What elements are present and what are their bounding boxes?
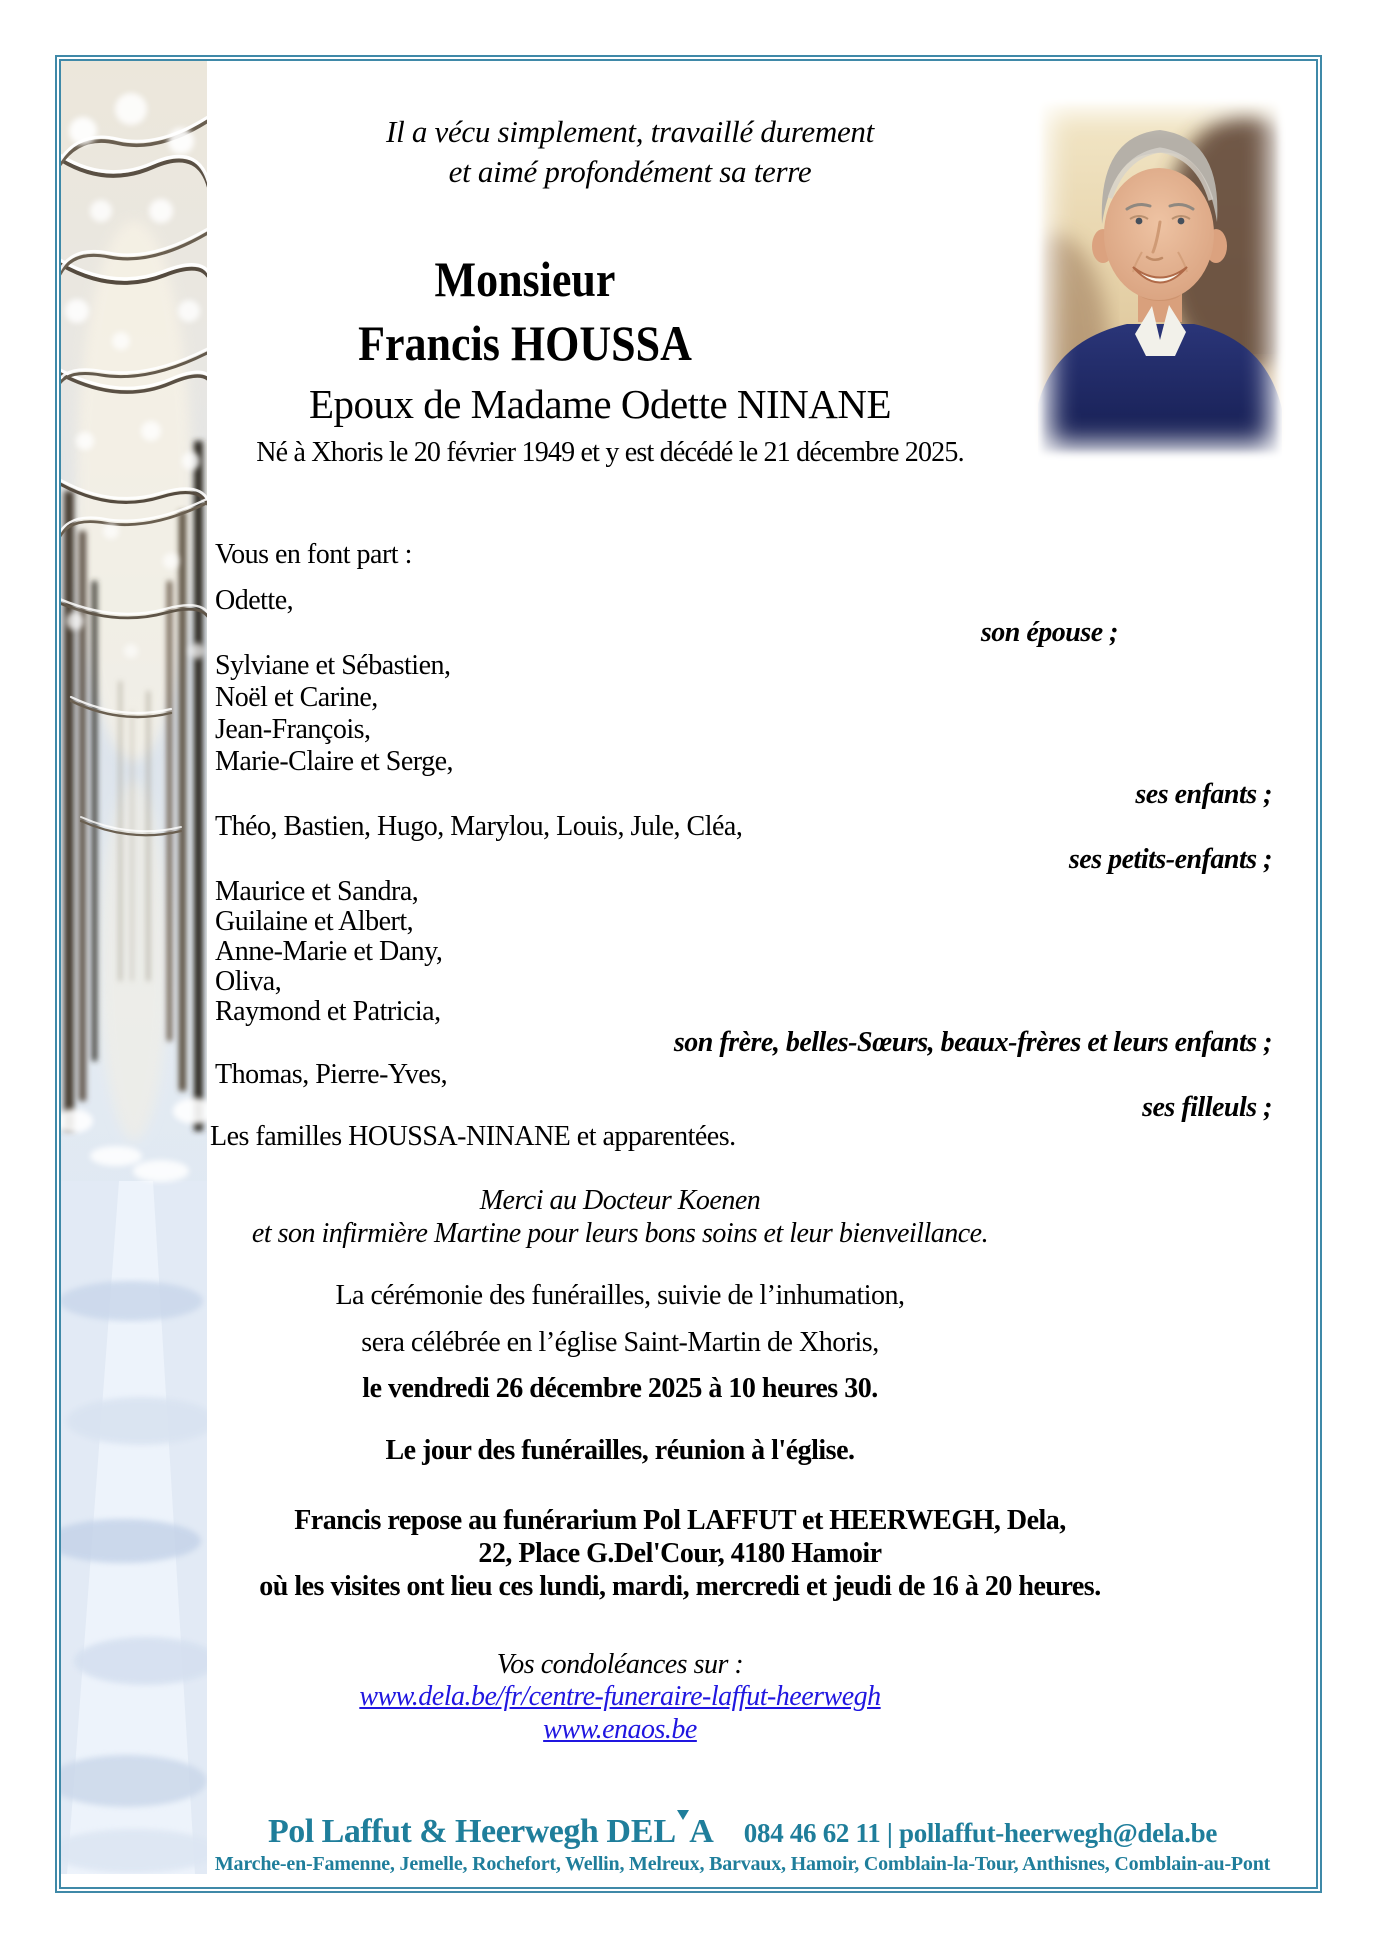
winter-path-image (61, 61, 207, 1874)
family-member: Guilaine et Albert, (215, 906, 414, 937)
brand-name: Pol Laffut & Heerwegh (267, 1813, 599, 1850)
relation-label-siblings: son frère, belles-Sœurs, beaux-frères et leurs enfants ; (673, 1027, 1272, 1058)
quote-line-2: et aimé profondément sa terre (448, 154, 812, 189)
relation-label-spouse: son épouse ; (980, 617, 1118, 648)
family-member: Maurice et Sandra, (215, 876, 419, 907)
dela-logo: DEL A (606, 1813, 713, 1850)
ceremony-date-line: le vendredi 26 décembre 2025 à 10 heures 30. (362, 1373, 878, 1404)
thanks-line-1: Merci au Docteur Koenen (479, 1185, 761, 1216)
family-member: Oliva, (215, 966, 282, 997)
relation-label-grandchildren: ses petits-enfants ; (1068, 844, 1272, 875)
families-line: Les familles HOUSSA-NINANE et apparentées. (210, 1121, 736, 1152)
family-member: Raymond et Patricia, (215, 996, 441, 1027)
family-member: Noël et Carine, (215, 682, 378, 713)
family-member: Sylviane et Sébastien, (215, 650, 451, 681)
footer (195, 1810, 1290, 1851)
condolences-link-wrap (195, 1713, 1045, 1747)
family-member: Jean-François, (215, 714, 371, 745)
ceremony-line-1: La cérémonie des funérailles, suivie de l’inhumation, (335, 1280, 905, 1311)
title-prefix: Monsieur (434, 251, 616, 307)
family-member: Odette, (215, 585, 294, 616)
birth-death-line: Né à Xhoris le 20 février 1949 et y est décédé le 21 décembre 2025. (256, 437, 964, 468)
condolences-link-wrap (195, 1680, 1045, 1714)
deceased-name: Francis HOUSSA (358, 315, 692, 371)
footer-cities: Marche-en-Famenne, Jemelle, Rochefort, Wellin, Melreux, Barvaux, Hamoir, Comblain-la-Tour, Anthisnes, Comblain-au-Pont (214, 1853, 1271, 1875)
footer-contact: 084 46 62 11 | pollaffut-heerwegh@dela.be (743, 1818, 1218, 1848)
family-member: Thomas, Pierre-Yves, (215, 1059, 448, 1090)
condolences-link-dela[interactable]: www.dela.be/fr/centre-funeraire-laffut-heerwegh (359, 1681, 881, 1712)
announcement-intro: Vous en font part : (215, 539, 412, 570)
funeral-home-brand (268, 1810, 714, 1851)
thanks-line-2: et son infirmière Martine pour leurs bons soins et leur bienveillance. (251, 1218, 989, 1249)
family-member: Théo, Bastien, Hugo, Marylou, Louis, Jule, Cléa, (215, 811, 743, 842)
repose-line-2: 22, Place G.Del'Cour, 4180 Hamoir (478, 1538, 882, 1569)
relation-label-children: ses enfants ; (1135, 779, 1272, 810)
condolences-label: Vos condoléances sur : (496, 1649, 744, 1680)
quote-line-1: Il a vécu simplement, travaillé durement (386, 114, 874, 149)
portrait-feathered-edge (1032, 94, 1288, 462)
condolences-link-enaos[interactable]: www.enaos.be (543, 1714, 697, 1745)
family-member: Anne-Marie et Dany, (215, 936, 443, 967)
reunion-line: Le jour des funérailles, réunion à l'église. (385, 1435, 855, 1466)
opening-quote (230, 112, 1030, 192)
family-member: Marie-Claire et Serge, (215, 746, 454, 777)
repose-line-3: où les visites ont lieu ces lundi, mardi, mercredi et jeudi de 16 à 20 heures. (259, 1571, 1101, 1602)
deceased-portrait-photo (1032, 94, 1288, 462)
dela-triangle-icon (677, 1810, 689, 1820)
ceremony-line-2: sera célébrée en l’église Saint-Martin de Xhoris, (361, 1327, 879, 1358)
relation-label-godchildren: ses filleuls ; (1142, 1092, 1272, 1123)
repose-line-1: Francis repose au funérarium Pol LAFFUT et HEERWEGH, Dela, (294, 1505, 1066, 1536)
spouse-line: Epoux de Madame Odette NINANE (308, 381, 892, 427)
